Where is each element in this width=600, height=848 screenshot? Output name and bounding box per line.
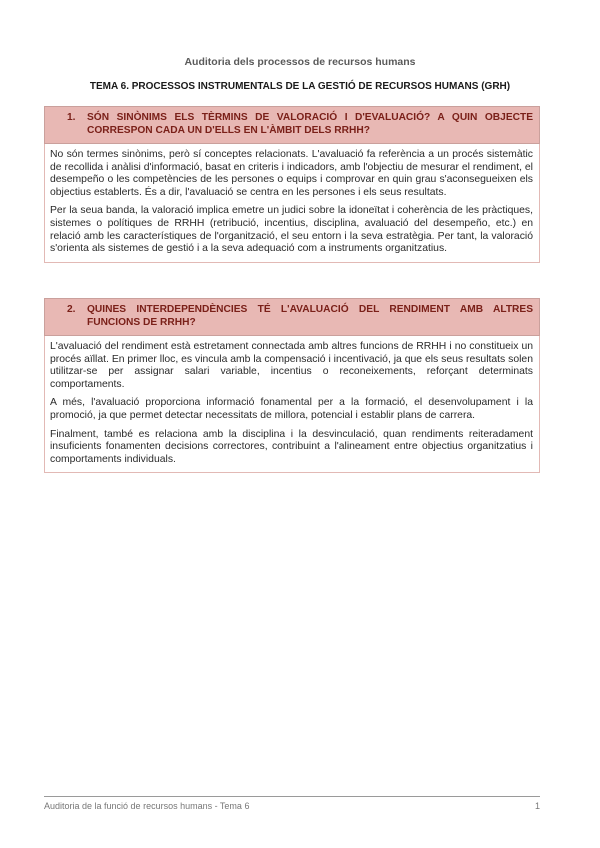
question-heading xyxy=(44,298,540,336)
answer-paragraph: Finalment, també es relaciona amb la disciplina i la desvinculació, quan rendiments reiteradament insuficients fonamenten decisions correctores, contribuint a l'alineament entre objectius organitzatius i comportaments individuals. xyxy=(50,428,533,465)
answer-body xyxy=(44,144,540,263)
answer-body xyxy=(44,336,540,473)
question-block-2 xyxy=(44,298,540,473)
question-heading xyxy=(44,106,540,144)
question-number: 1. xyxy=(67,112,76,123)
answer-paragraph: L'avaluació del rendiment està estretament connectada amb altres funcions de RRHH i no constitueix un procés aïllat. En primer lloc, es vincula amb la compensació i incentivació, ja que els seus resultats solen utilitzar-se per assignar salari variable, incentius o reconeixements, reforçant determinats comportaments. xyxy=(50,341,533,390)
answer-paragraph: A més, l'avaluació proporciona informació fonamental per a la formació, el desenvolupament i la promoció, ja que permet detectar necessitats de millora, potencial i establir plans de carrera. xyxy=(50,397,533,421)
answer-paragraph: Per la seua banda, la valoració implica emetre un judici sobre la idoneïtat i coherència de les pràctiques, sistemes o polítiques de RRHH (retribució, incentius, disciplina, avaluació del desempeño, etc.) en relació amb les característiques de l'organització, el seu entorn i la seva estratègia. Per tant, la valoració s'orienta als sistemes de gestió i a la seva adequació com a instruments organitzatius. xyxy=(50,205,533,255)
footer-divider xyxy=(44,796,540,797)
question-title: SÓN SINÒNIMS ELS TÈRMINS DE VALORACIÓ I D'EVALUACIÓ? A QUIN OBJECTE CORRESPON CADA UN D'ELLS EN L'ÀMBIT DELS RRHH? xyxy=(87,112,533,136)
question-title: QUINES INTERDEPENDÈNCIES TÉ L'AVALUACIÓ DEL RENDIMENT AMB ALTRES FUNCIONS DE RRHH? xyxy=(87,304,533,328)
answer-paragraph: No són termes sinònims, però sí conceptes relacionats. L'avaluació fa referència a un procés sistemàtic de recollida i anàlisi d'informació, basat en criteris i indicadors, amb l'objectiu de mesurar el rendiment, el desempeño o les competències de les persones o equips i comprovar en quin grau s'aconsegueixen els objectius establerts. És a dir, l'avaluació se centra en les persones i els seus resultats. xyxy=(50,149,533,198)
footer-text: Auditoria de la funció de recursos humans - Tema 6 xyxy=(44,801,250,811)
tema-title: TEMA 6. PROCESSOS INSTRUMENTALS DE LA GESTIÓ DE RECURSOS HUMANS (GRH) xyxy=(89,81,511,92)
question-number: 2. xyxy=(67,304,76,315)
question-block-1 xyxy=(44,106,540,263)
document-header: Auditoria dels processos de recursos humans xyxy=(184,56,416,68)
page-number: 1 xyxy=(534,801,540,811)
